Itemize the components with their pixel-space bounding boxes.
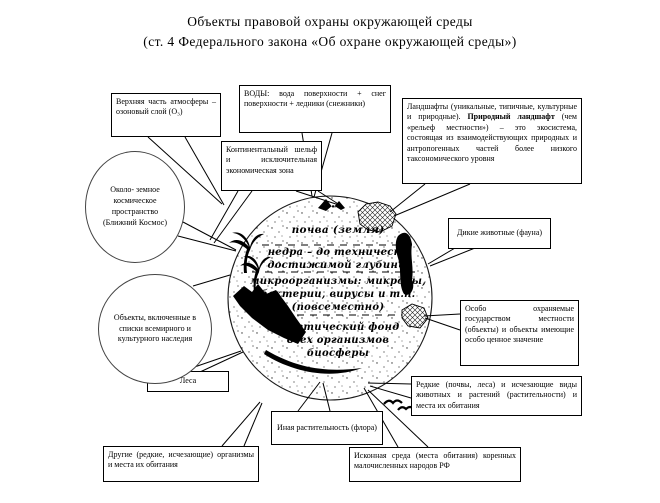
globe-label-soil: почва (земля) — [291, 224, 385, 236]
landscapes-term: Природный ландшафт — [467, 112, 555, 122]
globe-label-microorganisms-1: микроорганизмы: микробы, — [249, 276, 427, 287]
oval-world-heritage: Объекты, включенные в списки всемирного и культурного наследия — [98, 274, 212, 384]
box-forests: Леса — [147, 371, 229, 392]
box-indigenous-habitat: Исконная среда (места обитания) коренных малочисленных народов РФ — [349, 447, 521, 482]
box-protected-areas: Особо охраняемые государством местности (объекты) и объекты имеющие особо ценное значение — [460, 300, 579, 366]
box-atmosphere-ozone: Верхняя часть атмосферы – озоновый слой (О₃) — [111, 93, 221, 137]
box-wild-animals: Дикие животные (фауна) — [448, 218, 551, 249]
globe-label-subsoil-2: достижимой глубины — [267, 260, 409, 271]
globe-label-everywhere: (повсеместно) — [291, 302, 385, 313]
diagram-title — [0, 12, 660, 51]
box-other-organisms: Другие (редкие, исчезающие) организмы и места их обитания — [103, 446, 259, 482]
globe-label-genetic-fund-1: генетический фонд — [276, 322, 400, 333]
title-line-1: Объекты правовой охраны окружающей среды — [187, 14, 473, 29]
globe-label-biosphere: биосферы — [306, 348, 370, 359]
box-waters: ВОДЫ: вода поверхности + снег поверхности + ледники (снежники) — [239, 85, 391, 133]
landscapes-intro: Ландшафты (уникальные, типичные, культурные и природные). — [407, 102, 577, 122]
globe-label-genetic-fund-2: всех организмов — [286, 335, 390, 346]
box-rare-species: Редкие (почвы, леса) и исчезающие виды животных и растений (растительности) и места их обитания — [411, 376, 582, 416]
box-landscapes — [402, 98, 582, 184]
globe-label-microorganisms-2: бактерии, вирусы и т.п. — [260, 289, 416, 300]
landscapes-definition: (чем «рельеф местности») – это экосистема, состоящая из взаимодействующих природных и антропогенных частей более низкого таксономического уровня — [407, 112, 577, 163]
oval-near-space: Около- земное космическое пространство (Ближний Космос) — [85, 151, 185, 263]
box-flora: Иная растительность (флора) — [271, 411, 383, 445]
title-line-2: (ст. 4 Федерального закона «Об охране окружающей среды») — [143, 33, 517, 49]
globe-label-subsoil-1: недра – до технически — [267, 247, 409, 258]
box-continental-shelf: Континентальный шельф и исключительная экономическая зона — [221, 141, 322, 191]
